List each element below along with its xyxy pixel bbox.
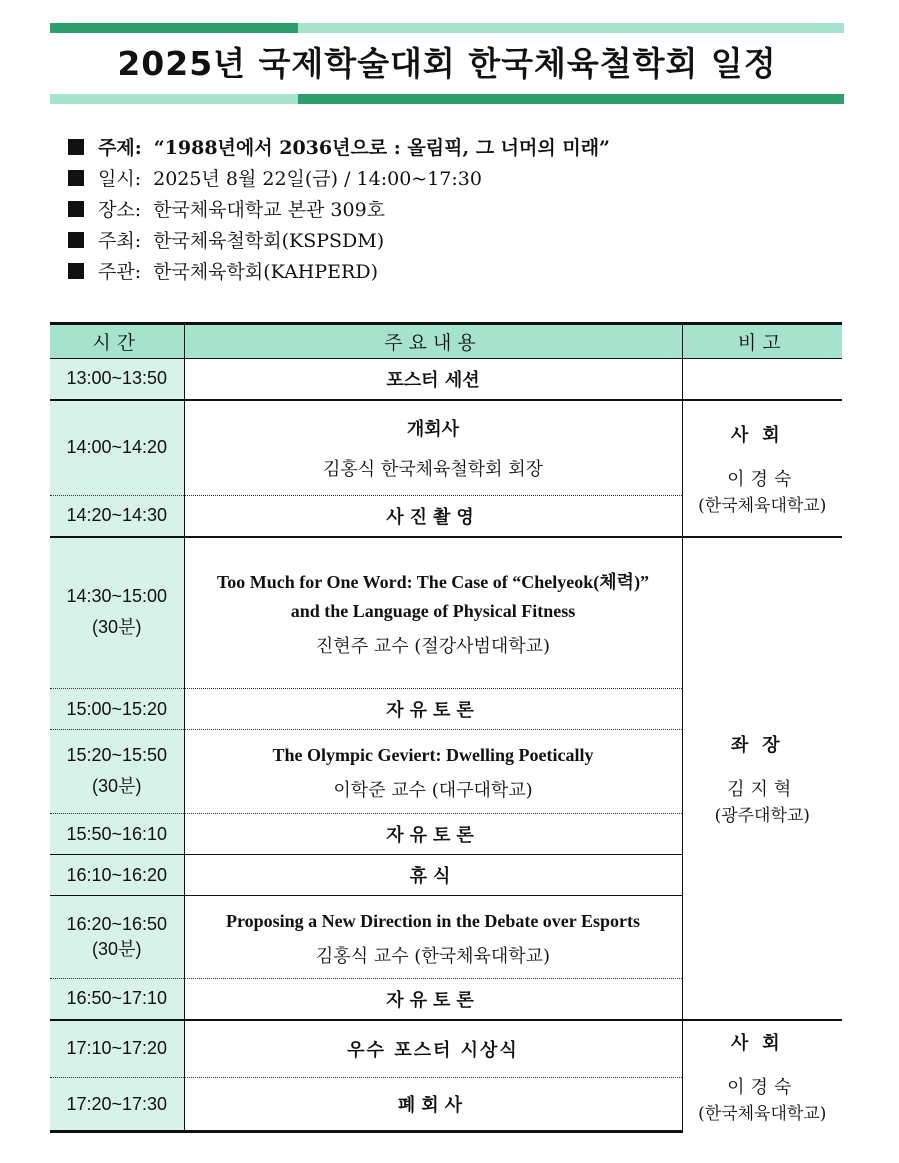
square-bullet-icon (68, 232, 84, 248)
row-title: 우수 포스터 시상식 (184, 1020, 682, 1078)
row-content (184, 537, 682, 689)
square-bullet-icon (68, 139, 84, 155)
row-content (184, 896, 682, 979)
note-role: 좌장 (730, 734, 794, 756)
row-title: 사진촬영 (184, 496, 682, 537)
row-time-cell (50, 730, 184, 814)
row-title-line2: and the Language of Physical Fitness (290, 600, 576, 621)
page-title: 2025년 국제학술대회 한국체육철학회 일정 (117, 44, 777, 83)
note-affiliation: (한국체육대학교) (698, 495, 827, 516)
row-time: 13:00~13:50 (50, 359, 184, 400)
row-time: 14:00~14:20 (50, 400, 184, 496)
top-accent-bar (50, 23, 844, 33)
square-bullet-icon (68, 263, 84, 279)
note-role: 사회 (730, 1032, 794, 1054)
table-row (50, 537, 842, 689)
row-presenter: 이학준 교수 (대구대학교) (333, 780, 533, 801)
note-person: 김지혁 (727, 778, 798, 800)
note-role: 사회 (730, 424, 794, 446)
row-title: 자유토론 (184, 689, 682, 730)
row-duration: (30분) (92, 938, 142, 959)
row-duration: (30분) (92, 776, 142, 796)
row-presenter: 진현주 교수 (절강사범대학교) (315, 635, 551, 657)
header-time: 시간 (50, 324, 184, 359)
note-affiliation: (광주대학교) (714, 805, 810, 826)
note-mc (682, 400, 842, 537)
row-time: 16:50~17:10 (50, 979, 184, 1020)
note-affiliation: (한국체육대학교) (698, 1103, 827, 1124)
row-time: 17:20~17:30 (50, 1078, 184, 1132)
row-title: 자유토론 (184, 979, 682, 1020)
info-venue: 장소: 한국체육대학교 본관 309호 (68, 193, 610, 224)
table-header-row (50, 324, 842, 359)
row-time: 16:20~16:50 (66, 913, 168, 934)
row-presenter: 김홍식 교수 (한국체육대학교) (315, 945, 551, 967)
event-info (68, 131, 610, 286)
square-bullet-icon (68, 201, 84, 217)
schedule-table (50, 322, 842, 1133)
row-content (184, 730, 682, 814)
note-person: 이경숙 (727, 468, 798, 490)
row-time-cell (50, 896, 184, 979)
row-time: 17:10~17:20 (50, 1020, 184, 1078)
note-empty (682, 359, 842, 400)
row-duration: (30분) (92, 617, 142, 638)
row-time: 16:10~16:20 (50, 855, 184, 896)
row-title: 폐회사 (184, 1078, 682, 1132)
row-title: 자유토론 (184, 814, 682, 855)
row-content (184, 400, 682, 496)
info-theme: 주제: “1988년에서 2036년으로 : 올림픽, 그 너머의 미래” (68, 131, 610, 162)
row-time: 15:50~16:10 (50, 814, 184, 855)
row-time: 14:20~14:30 (50, 496, 184, 537)
table-row (50, 1020, 842, 1078)
row-time-cell (50, 537, 184, 689)
header-content: 주요내용 (184, 324, 682, 359)
note-mc-closing (682, 1020, 842, 1132)
table-row (50, 400, 842, 496)
row-presenter: 김홍식 한국체육철학회 회장 (322, 458, 544, 480)
row-title: Proposing a New Direction in the Debate over Esports (226, 910, 640, 931)
row-title: 개회사 (406, 418, 460, 440)
info-host: 주최: 한국체육철학회(KSPSDM) (68, 224, 610, 255)
bottom-accent-bar (50, 94, 844, 104)
row-time: 15:00~15:20 (50, 689, 184, 730)
row-title: The Olympic Geviert: Dwelling Poetically (272, 745, 594, 765)
row-time: 14:30~15:00 (66, 586, 168, 607)
row-title-line1: Too Much for One Word: The Case of “Chelyeok(체력)” (216, 571, 650, 592)
info-date: 일시: 2025년 8월 22일(금) / 14:00~17:30 (68, 162, 610, 193)
square-bullet-icon (68, 170, 84, 186)
row-title: 휴식 (184, 855, 682, 896)
note-chair (682, 537, 842, 1020)
note-person: 이경숙 (727, 1076, 798, 1098)
info-organizer: 주관: 한국체육학회(KAHPERD) (68, 255, 610, 286)
row-time: 15:20~15:50 (66, 745, 168, 765)
table-row (50, 359, 842, 400)
header-note: 비고 (682, 324, 842, 359)
row-title: 포스터 세션 (184, 359, 682, 400)
